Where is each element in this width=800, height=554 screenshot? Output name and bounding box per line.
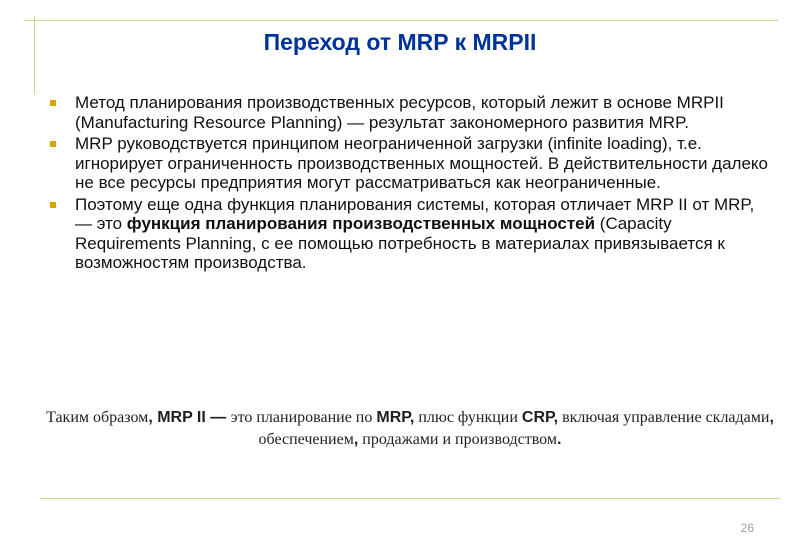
square-bullet-icon [50,202,56,208]
frame-top-line [24,20,778,21]
page-number: 26 [740,521,754,535]
summary-comma4: , [769,409,774,426]
summary-part1: Таким образом [46,409,149,426]
summary-part6: продажами и производством [358,431,557,448]
summary-comma1: , [148,409,153,426]
summary-crp: CRP [521,409,554,426]
bullet-item-capacity-planning [50,195,770,273]
bullet-text: Метод планирования производственных ресурсов, который лежит в основе MRPII (Manufacturing Resource Planning) — результат закономерного развития MRP. [75,93,724,132]
summary-part3: плюс функции [414,409,522,426]
bullet-list [50,93,770,275]
slide-title: Переход от MRP к MRPII [263,29,537,55]
summary-part4: включая управление складами [558,409,770,426]
summary-period: . [556,431,562,448]
summary-comma5: , [353,431,359,448]
summary-mrp2: MRP II — [152,409,231,426]
bullet-item-mrpii-method [50,93,770,132]
summary-part2: это планирование по [230,409,377,426]
summary-part5: обеспечением [258,431,354,448]
bullet-text: MRP руководствуется принципом неограниченной загрузки (infinite loading), т.е. игнорирует ограниченность производственных мощностей. В действительности далеко не все ресурсы предприятия могут рассматриваться как неограниченные. [75,134,769,192]
bullet-text-bold: функция планирования производственных мощностей [126,214,596,233]
summary-mrp: MRP [376,409,410,426]
square-bullet-icon [50,100,56,106]
bullet-text-start: Поэтому еще одна функция планирования системы, которая отличает MRP II от MRP, — это [75,194,755,233]
summary-text [40,407,780,451]
frame-bottom-line [40,498,780,499]
square-bullet-icon [50,141,56,147]
bullet-text-end: (Capacity Requirements Planning, с ее помощью потребность в материалах привязывается к возможностям производства. [75,214,725,272]
bullet-item-infinite-loading [50,134,770,193]
summary-comma3: , [553,409,559,426]
summary-comma2: , [409,409,415,426]
